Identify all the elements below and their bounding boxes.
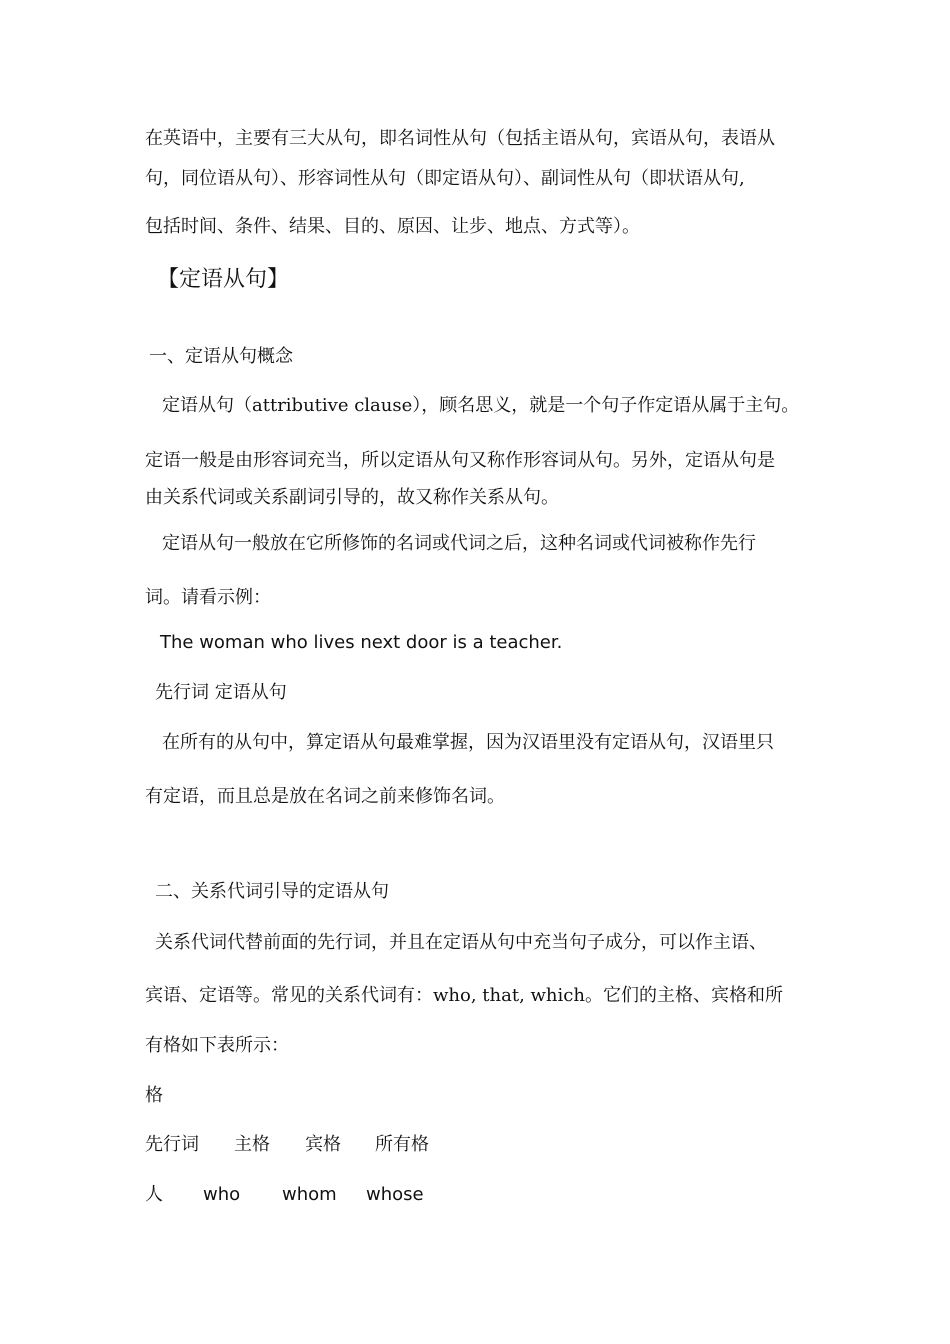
example-sentence: The woman who lives next door is a teacher. (160, 632, 563, 653)
part1-paragraph3-line2: 有定语，而且总是放在名词之前来修饰名词。 (145, 786, 505, 807)
part1-paragraph1-line1: 定语从句（attributive clause），顾名思义，就是一个句子作定语从属于主句。 (162, 395, 800, 416)
intro-line-2: 句，同位语从句）、形容词性从句（即定语从句）、副词性从句（即状语从句, (145, 168, 745, 189)
part1-paragraph2-line2: 词。请看示例： (145, 587, 271, 608)
example-gloss: 先行词 定语从句 (155, 682, 287, 703)
table-cell: 人 (145, 1184, 163, 1205)
part2-paragraph1-line3: 有格如下表所示： (145, 1035, 289, 1056)
part1-paragraph2-line1: 定语从句一般放在它所修饰的名词或代词之后，这种名词或代词被称作先行 (162, 533, 756, 554)
part2-heading: 二、关系代词引导的定语从句 (155, 881, 389, 902)
intro-line-1: 在英语中，主要有三大从句，即名词性从句（包括主语从句，宾语从句，表语从 (145, 128, 775, 149)
table-header-cell: 所有格 (375, 1134, 429, 1155)
intro-line-3: 包括时间、条件、结果、目的、原因、让步、地点、方式等）。 (145, 216, 640, 237)
table-cell: whose (366, 1184, 424, 1205)
part1-paragraph1-line3: 由关系代词或关系副词引导的，故又称作关系从句。 (145, 487, 559, 508)
part1-paragraph3-line1: 在所有的从句中，算定语从句最难掌握，因为汉语里没有定语从句，汉语里只 (162, 732, 774, 753)
part1-paragraph1-line2: 定语一般是由形容词充当，所以定语从句又称作形容词从句。另外，定语从句是 (145, 450, 775, 471)
table-cell: whom (282, 1184, 337, 1205)
table-cell: who (203, 1184, 241, 1205)
table-header-cell: 主格 (234, 1134, 270, 1155)
part1-heading: 一、定语从句概念 (149, 346, 293, 367)
table-caption: 格 (145, 1085, 163, 1106)
table-header-cell: 宾格 (305, 1134, 341, 1155)
part2-paragraph1-line2: 宾语、定语等。常见的关系代词有：who, that, which。它们的主格、宾格和所 (145, 985, 783, 1006)
section-title: 【定语从句】 (157, 267, 290, 292)
table-header-cell: 先行词 (145, 1134, 199, 1155)
part2-paragraph1-line1: 关系代词代替前面的先行词，并且在定语从句中充当句子成分，可以作主语、 (155, 932, 767, 953)
